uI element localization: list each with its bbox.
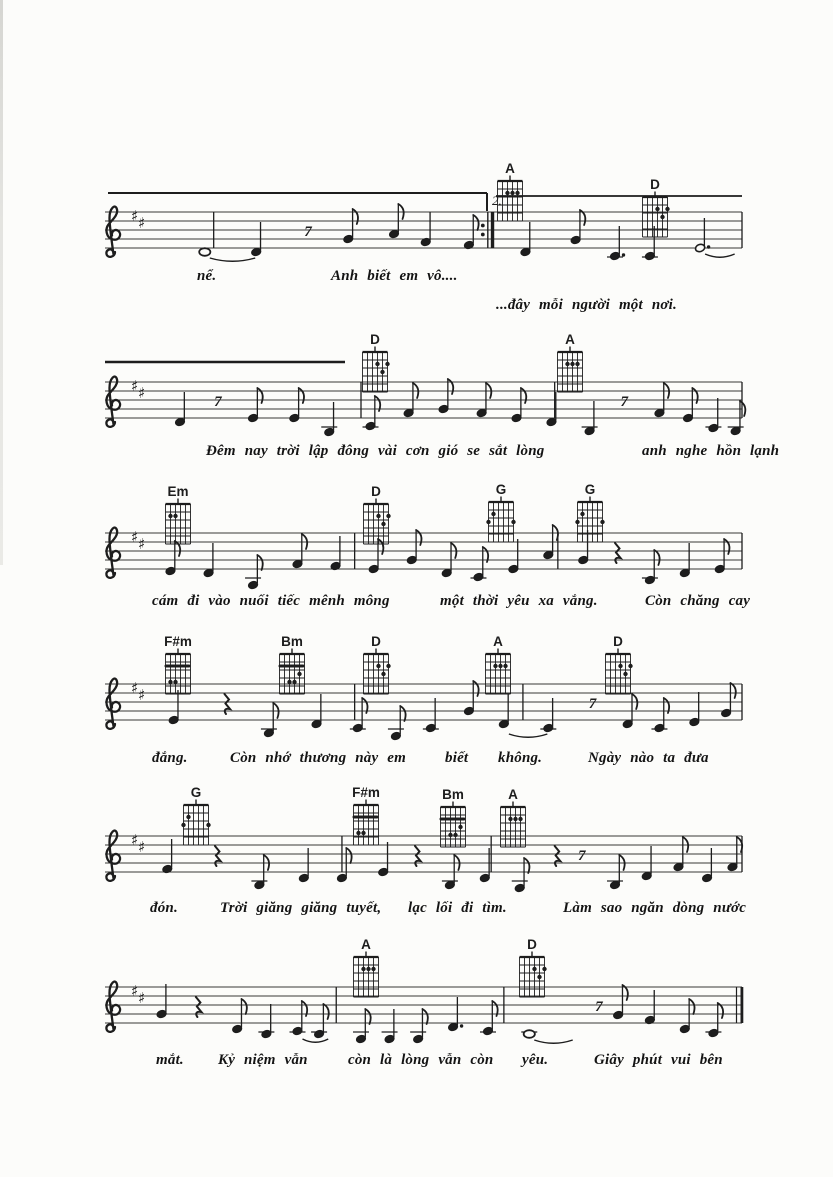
lyric-segment: Trời giăng giăng tuyết,: [220, 900, 382, 916]
chord-dot: [356, 831, 360, 835]
chord-dot: [168, 680, 172, 684]
chord-name: Bm: [442, 787, 464, 802]
chord-grid: [363, 352, 390, 392]
chord-dot: [453, 833, 457, 837]
note-flag: [257, 388, 262, 403]
chord-name: D: [650, 177, 660, 192]
chord-dot: [508, 817, 512, 821]
lyric-segment: Làm sao ngăn dòng nước: [563, 900, 747, 916]
chord-name: D: [527, 937, 537, 952]
chord-dot: [375, 362, 379, 366]
chord-dot: [493, 664, 497, 668]
lyric-segment: không.: [498, 750, 543, 766]
eighth-rest-icon: 7: [588, 696, 597, 712]
chord-dot: [292, 680, 296, 684]
eighth-rest-icon: 7: [577, 848, 586, 864]
note-flag: [241, 999, 246, 1014]
chord-diagram-G: [573, 483, 607, 547]
chord-dot: [505, 191, 509, 195]
chord-grid: [354, 957, 379, 997]
chord-dot: [173, 514, 177, 518]
note-flag: [473, 681, 478, 696]
lyric-segment: yêu.: [522, 1052, 549, 1068]
chord-dot: [287, 680, 291, 684]
repeat-dot: [481, 233, 485, 237]
chord-dot: [361, 967, 365, 971]
chord-dot: [381, 672, 385, 676]
chord-diagram-Em: [161, 485, 195, 549]
chord-dot: [503, 664, 507, 668]
chord-grid: [520, 957, 547, 997]
chord-dot: [565, 362, 569, 366]
note-flag: [422, 1009, 427, 1024]
chord-grid: [364, 654, 391, 694]
chord-dot: [532, 967, 536, 971]
chord-dot: [537, 975, 541, 979]
augmentation-dot: [622, 253, 625, 256]
lyric-segment: nể.: [197, 268, 217, 284]
tie-curve: [210, 258, 255, 261]
tie-curve: [705, 254, 735, 257]
lyric-segment: Kỷ niệm vẫn: [218, 1052, 308, 1068]
tie-curve: [303, 1039, 329, 1042]
eighth-rest-icon: 7: [304, 224, 312, 240]
chord-dot: [515, 191, 519, 195]
repeat-dot: [481, 224, 485, 228]
chord-grid: [364, 504, 391, 544]
chord-dot: [371, 967, 375, 971]
chord-diagram-Bm: [436, 788, 470, 852]
chord-dot: [458, 825, 462, 829]
lyric-segment: đón.: [150, 900, 178, 916]
augmentation-dot: [707, 245, 710, 248]
chord-diagram-D: [638, 178, 672, 242]
chord-diagram-G: [484, 483, 518, 547]
chord-dot: [575, 520, 579, 524]
chord-dot: [376, 664, 380, 668]
lyric-segment: Ngày nào ta đưa: [588, 750, 709, 766]
sharp-icon: ♯: [138, 686, 146, 704]
lyric-segment: Còn nhớ thương này em: [230, 750, 406, 766]
chord-name: Em: [167, 484, 189, 499]
lyric-segment: lạc lối đi tìm.: [408, 900, 507, 916]
chord-diagram-A: [349, 938, 383, 1002]
chord-dot: [173, 680, 177, 684]
chord-barre: [165, 665, 191, 668]
chord-dot: [376, 514, 380, 518]
chord-dot: [297, 672, 301, 676]
chord-dot: [448, 833, 452, 837]
staff-system-3: [95, 509, 785, 605]
chord-grid: [166, 504, 191, 544]
chord-name: G: [495, 482, 507, 497]
sharp-icon: ♯: [138, 535, 146, 553]
chord-barre: [440, 818, 466, 821]
chord-dot: [513, 817, 517, 821]
chord-name: D: [613, 634, 623, 649]
tie-curve: [509, 734, 547, 737]
chord-dot: [366, 967, 370, 971]
chord-dot: [660, 215, 664, 219]
lyric-segment: Còn chăng cay: [645, 593, 751, 609]
note-flag: [353, 209, 358, 224]
treble-clef-icon: [106, 207, 120, 257]
chord-grid: [558, 352, 583, 392]
note-flag: [654, 550, 659, 565]
chord-dot: [206, 823, 210, 827]
chord-barre: [353, 816, 379, 819]
treble-clef-icon: [106, 377, 120, 427]
note-flag: [692, 388, 697, 403]
treble-clef-icon: [106, 982, 120, 1032]
lyric-segment: đắng.: [152, 750, 188, 766]
lyric-segment: còn là lòng vẫn còn: [348, 1052, 494, 1068]
chord-grid: [486, 502, 515, 542]
lyric-segment: cám đi vào nuối tiếc mênh mông: [152, 593, 390, 609]
chord-dot: [665, 207, 669, 211]
whole-note: [524, 1030, 535, 1038]
chord-dot: [486, 520, 490, 524]
augmentation-dot: [460, 1024, 463, 1027]
chord-diagram-Fsm: [161, 635, 195, 699]
chord-name: A: [493, 634, 503, 649]
final-barline: [741, 987, 744, 1023]
chord-diagram-D: [515, 938, 549, 1002]
chord-dot: [510, 191, 514, 195]
chord-grid: [498, 181, 523, 221]
chord-dot: [623, 672, 627, 676]
chord-diagram-D: [359, 485, 393, 549]
note-flag: [365, 1009, 370, 1024]
lyric-segment: Anh biết em vô....: [331, 268, 458, 284]
sharp-icon: ♯: [131, 528, 139, 546]
chord-name: G: [584, 482, 596, 497]
lyric-segment: mắt.: [156, 1052, 184, 1068]
chord-grid: [643, 197, 670, 237]
note-flag: [448, 379, 453, 394]
chord-grid: [486, 654, 511, 694]
chord-name: A: [505, 161, 515, 176]
chord-grid: [501, 807, 526, 847]
whole-note: [199, 248, 210, 256]
lyric-segment: Đêm nay trời lập đông vài cơn gió se sắt lòng: [206, 443, 545, 459]
chord-diagram-D: [601, 635, 635, 699]
note-flag: [400, 706, 405, 721]
sharp-icon: ♯: [131, 831, 139, 849]
chord-dot: [518, 817, 522, 821]
lyric-segment: anh nghe hồn lạnh: [642, 443, 780, 459]
chord-name: F#m: [352, 785, 380, 800]
chord-diagram-Bm: [275, 635, 309, 699]
chord-dot: [381, 522, 385, 526]
chord-dot: [511, 520, 515, 524]
treble-clef-icon: [106, 528, 120, 578]
sharp-icon: ♯: [138, 214, 146, 232]
tie-curve: [534, 1040, 572, 1043]
chord-name: G: [190, 785, 202, 800]
note-flag: [257, 555, 262, 570]
treble-clef-icon: [106, 831, 120, 881]
chord-name: A: [565, 332, 575, 347]
eighth-rest-icon: 7: [595, 999, 603, 1015]
note-flag: [416, 530, 421, 545]
chord-dot: [542, 967, 546, 971]
scan-artifact-left-edge: [0, 0, 3, 565]
chord-dot: [181, 823, 185, 827]
chord-grid: [440, 807, 466, 847]
chord-grid: [279, 654, 305, 694]
chord-diagram-A: [553, 333, 587, 397]
sharp-icon: ♯: [138, 384, 146, 402]
sharp-icon: ♯: [131, 207, 139, 225]
note-flag: [689, 999, 694, 1014]
lyric-segment: biết: [445, 750, 469, 766]
sharp-icon: ♯: [131, 982, 139, 1000]
note-flag: [521, 388, 526, 403]
chord-name: A: [508, 787, 518, 802]
note-flag: [346, 848, 351, 863]
chord-grid: [181, 805, 210, 845]
chord-diagram-D: [359, 635, 393, 699]
chord-dot: [600, 520, 604, 524]
note-flag: [724, 539, 729, 554]
chord-name: D: [371, 484, 381, 499]
chord-diagram-G: [179, 786, 213, 850]
staff-system-6: [95, 963, 785, 1059]
volta-label: 2.: [492, 193, 502, 208]
chord-grid: [353, 805, 379, 845]
chord-dot: [361, 831, 365, 835]
chord-dot: [385, 362, 389, 366]
sharp-icon: ♯: [138, 989, 146, 1007]
chord-grid: [165, 654, 191, 694]
chord-barre: [279, 665, 305, 668]
chord-diagram-D: [358, 333, 392, 397]
chord-grid: [606, 654, 633, 694]
chord-dot: [580, 512, 584, 516]
note-flag: [473, 215, 478, 230]
chord-dot: [575, 362, 579, 366]
note-flag: [323, 1004, 328, 1019]
chord-name: A: [361, 937, 371, 952]
lyric-segment: Giây phút vui bên: [594, 1052, 723, 1068]
chord-dot: [380, 370, 384, 374]
chord-name: F#m: [164, 634, 192, 649]
chord-dot: [618, 664, 622, 668]
sharp-icon: ♯: [131, 377, 139, 395]
treble-clef-icon: [106, 679, 120, 729]
chord-diagram-A: [493, 162, 527, 226]
sharp-icon: ♯: [131, 679, 139, 697]
lyric-segment: một thời yêu xa vắng.: [440, 593, 598, 609]
staff-system-4: [95, 660, 785, 756]
chord-dot: [655, 207, 659, 211]
chord-diagram-A: [481, 635, 515, 699]
chord-diagram-Fsm: [349, 786, 383, 850]
chord-dot: [186, 815, 190, 819]
chord-dot: [491, 512, 495, 516]
chord-dot: [168, 514, 172, 518]
chord-dot: [498, 664, 502, 668]
eighth-rest-icon: 7: [620, 394, 629, 410]
chord-dot: [386, 664, 390, 668]
eighth-rest-icon: 7: [214, 394, 222, 410]
chord-dot: [386, 514, 390, 518]
chord-name: Bm: [281, 634, 303, 649]
lyric-segment: ...đây mỗi người một nơi.: [496, 297, 677, 313]
chord-dot: [628, 664, 632, 668]
note-flag: [299, 388, 304, 403]
staff-system-2: [95, 358, 785, 454]
chord-name: D: [370, 332, 380, 347]
note-flag: [524, 858, 529, 873]
chord-diagram-A: [496, 788, 530, 852]
note-flag: [730, 683, 735, 698]
chord-name: D: [371, 634, 381, 649]
sharp-icon: ♯: [138, 838, 146, 856]
chord-dot: [570, 362, 574, 366]
chord-grid: [575, 502, 604, 542]
